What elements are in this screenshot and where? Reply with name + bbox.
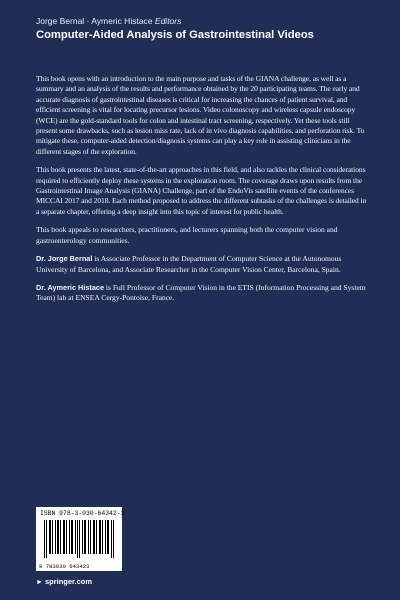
publisher-url: springer.com <box>44 577 93 586</box>
bio-name: Dr. Jorge Bernal <box>36 254 93 264</box>
barcode-bars-icon <box>40 520 118 562</box>
bio-bernal <box>36 254 368 275</box>
book-title: Computer-Aided Analysis of Gastrointestinal Videos <box>36 29 314 41</box>
paragraph-coverage: This book presents the latest, state-of-the-art approaches in this field, and also tackles the clinical considerations required to efficiently deploy these systems in the exploration room. The coverage draws upon results from the Gastrointestinal Image Analysis (GIANA) Challenge, part of the EndoVis satellite events of the conferences MICCAI 2017 and 2018. Each method proposed to address the different subtasks of the challenges is detailed in a separate chapter, offering a deep insight into this topic of interest for public health. <box>36 165 367 216</box>
bio-text: is Full Professor of Computer Vision in the ETIS (Information Processing and System Team) lab at ENSEA Cergy-Pontoise, France. <box>36 282 366 303</box>
isbn-barcode <box>36 507 125 571</box>
bio-histace <box>36 283 368 304</box>
cover-header <box>36 16 380 41</box>
isbn-number: ISBN 978-3-030-64342-3 <box>40 510 125 517</box>
publisher-link[interactable] <box>36 577 92 586</box>
arrow-right-icon: ► <box>36 579 43 586</box>
paragraph-intro: This book opens with an introduction to the main purpose and tasks of the GIANA challenge, as well as a summary and an analysis of the results and performance obtained by the 20 participating teams. The early and accurate diagnosis of gastrointestinal diseases is critical for increasing the chances of patient survival, and efficient screening is vital for locating precursor lesions. Video colonoscopy and wireless capsule endoscopy (WCE) are the gold-standard tools for colon and intestinal tract screening, respectively. Yet these tools still present some drawbacks, such as lesion miss rate, lack of in vivo diagnosis capabilities, and perforation risk. To mitigate these, computer-aided detection/diagnosis systems can play a key role in assisting clinicians in the different stages of the exploration. <box>36 74 365 156</box>
editors-names: Jorge Bernal · Aymeric Histace <box>36 16 153 26</box>
editors-role: Editors <box>154 16 182 26</box>
barcode-digits: 9 783030 643423 <box>39 563 90 570</box>
bio-text: is Associate Professor in the Department of Computer Science at the Autonomous University of Barcelona, and Associate Researcher in the Computer Vision Center, Barcelona, Spain. <box>36 254 342 274</box>
paragraph-audience: This book appeals to researchers, practitioners, and lecturers spanning both the computer vision and gastroenterology communities. <box>36 225 338 245</box>
bio-name: Dr. Aymeric Histace <box>36 282 105 292</box>
back-cover-text <box>36 74 368 312</box>
editors-line <box>36 16 380 26</box>
